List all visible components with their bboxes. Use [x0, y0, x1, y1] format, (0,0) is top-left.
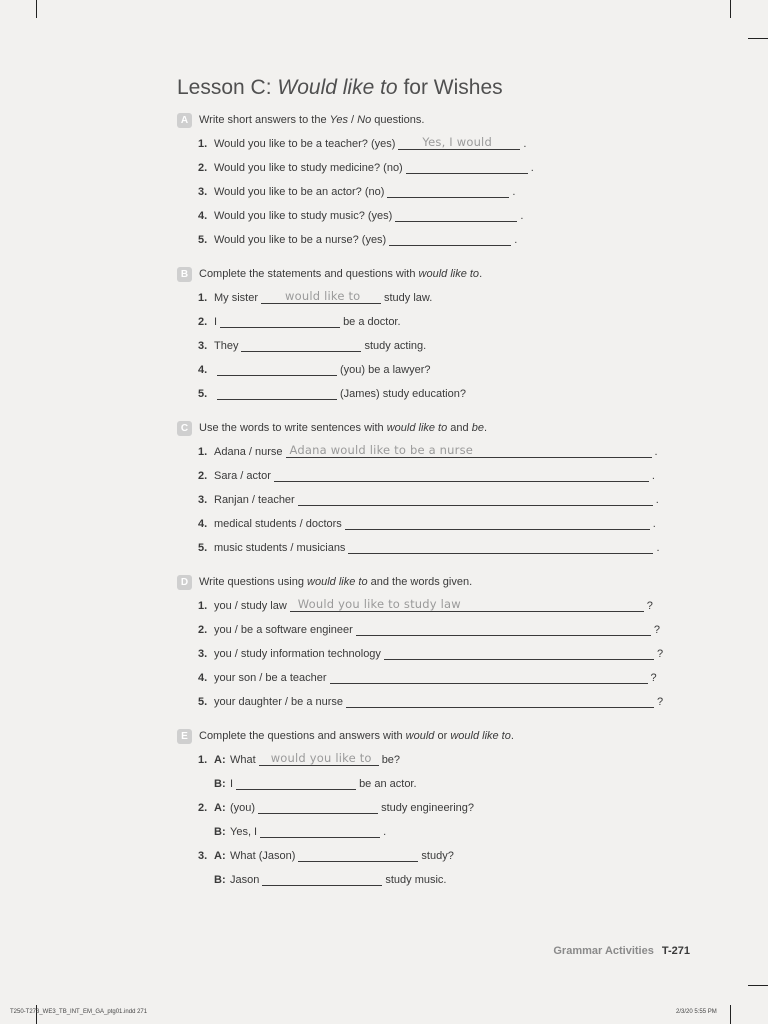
exercise-item	[198, 230, 517, 246]
item-prompt: Ranjan / teacher	[214, 494, 295, 506]
answer-blank[interactable]	[274, 467, 649, 482]
item-number: 1.	[198, 600, 208, 612]
section-d	[177, 575, 664, 715]
item-prompt-post: be an actor.	[359, 778, 417, 790]
exercise-item	[198, 442, 658, 458]
section-instruction: Use the words to write sentences with would like to and be.	[199, 422, 488, 434]
item-prompt: Would you like to study medicine? (no)	[214, 162, 403, 174]
item-number: 4.	[198, 518, 208, 530]
handwritten-answer: would like to	[285, 289, 361, 303]
item-end: .	[654, 446, 658, 458]
exercise-item	[198, 692, 663, 708]
item-end: .	[651, 470, 655, 482]
item-number: 4.	[198, 672, 208, 684]
dialogue-line	[198, 798, 474, 814]
section-badge: C	[177, 421, 192, 436]
exercise-item	[198, 596, 653, 612]
dialogue-line	[198, 846, 454, 862]
answer-blank[interactable]	[260, 823, 380, 838]
page-title	[177, 76, 503, 100]
answer-blank[interactable]	[387, 183, 509, 198]
speaker-label: A:	[214, 754, 226, 766]
item-number: 5.	[198, 234, 208, 246]
item-number: 3.	[198, 850, 208, 862]
answer-blank[interactable]	[356, 621, 651, 636]
item-number: 5.	[198, 388, 208, 400]
crop-mark	[748, 38, 768, 39]
answer-blank[interactable]	[290, 597, 644, 612]
exercise-item	[198, 360, 431, 376]
item-number: 1.	[198, 754, 208, 766]
item-prompt-post: be a doctor.	[343, 316, 401, 328]
handwritten-answer: would you like to	[270, 751, 372, 765]
item-number: 2.	[198, 624, 208, 636]
item-number: 2.	[198, 316, 208, 328]
item-number: 5.	[198, 542, 208, 554]
answer-blank[interactable]	[345, 515, 650, 530]
item-number: 3.	[198, 340, 208, 352]
answer-blank[interactable]	[217, 361, 337, 376]
answer-blank[interactable]	[395, 207, 517, 222]
item-prompt: you / study information technology	[214, 648, 381, 660]
speaker-label: B:	[214, 826, 226, 838]
item-prompt: Adana / nurse	[214, 446, 283, 458]
item-end: ?	[656, 648, 664, 660]
speaker-label: A:	[214, 802, 226, 814]
item-end: .	[656, 542, 660, 554]
item-prompt-pre: What	[230, 754, 256, 766]
exercise-item	[198, 158, 534, 174]
dialogue-line	[198, 822, 386, 838]
item-prompt-pre: Jason	[230, 874, 260, 886]
item-prompt-pre: What (Jason)	[230, 850, 296, 862]
item-number: 2.	[198, 470, 208, 482]
crop-mark	[748, 985, 768, 986]
item-number: 4.	[198, 210, 208, 222]
item-prompt: Would you like to study music? (yes)	[214, 210, 393, 222]
item-prompt-post: .	[383, 826, 387, 838]
item-number: 2.	[198, 802, 208, 814]
dialogue-line	[198, 774, 417, 790]
answer-blank[interactable]	[258, 799, 378, 814]
exercise-item	[198, 336, 426, 352]
handwritten-answer: Would you like to study law	[297, 597, 461, 611]
title-pre: Lesson C:	[177, 76, 278, 99]
item-prompt-post: (you) be a lawyer?	[340, 364, 431, 376]
print-slug-left: T250-T273_WE3_TB_INT_EM_GA_ptg01.indd 271	[10, 1009, 148, 1015]
speaker-label: B:	[214, 778, 226, 790]
item-prompt: you / be a software engineer	[214, 624, 353, 636]
section-c	[177, 421, 660, 561]
item-end: ?	[646, 600, 653, 612]
answer-blank[interactable]	[261, 289, 381, 304]
exercise-item	[198, 182, 515, 198]
answer-blank[interactable]	[236, 775, 356, 790]
item-prompt: Sara / actor	[214, 470, 271, 482]
item-prompt: music students / musicians	[214, 542, 346, 554]
item-number: 4.	[198, 364, 208, 376]
answer-blank[interactable]	[389, 231, 511, 246]
item-prompt: your son / be a teacher	[214, 672, 327, 684]
answer-blank[interactable]	[384, 645, 654, 660]
item-prompt-pre: My sister	[214, 292, 258, 304]
exercise-item	[198, 668, 657, 684]
answer-blank[interactable]	[330, 669, 648, 684]
footer-label: Grammar Activities	[553, 945, 654, 957]
item-number: 1.	[198, 446, 208, 458]
item-number: 3.	[198, 648, 208, 660]
item-end: ?	[650, 672, 657, 684]
item-prompt-post: study music.	[385, 874, 447, 886]
answer-blank[interactable]	[298, 847, 418, 862]
answer-blank[interactable]	[346, 693, 654, 708]
section-e	[177, 729, 657, 894]
section-badge: E	[177, 729, 192, 744]
section-b	[177, 267, 657, 407]
item-prompt-post: (James) study education?	[340, 388, 466, 400]
answer-blank[interactable]	[286, 443, 652, 458]
exercise-item	[198, 620, 660, 636]
exercise-item	[198, 466, 655, 482]
dialogue-line	[198, 870, 447, 886]
item-prompt-pre: They	[214, 340, 239, 352]
item-end: .	[514, 234, 518, 246]
answer-blank[interactable]	[217, 385, 337, 400]
answer-blank[interactable]	[262, 871, 382, 886]
item-number: 1.	[198, 138, 208, 150]
item-prompt-pre: Yes, I	[230, 826, 258, 838]
section-badge: B	[177, 267, 192, 282]
answer-blank[interactable]	[348, 539, 653, 554]
exercise-item	[198, 538, 660, 554]
item-prompt: you / study law	[214, 600, 287, 612]
answer-blank[interactable]	[298, 491, 653, 506]
item-prompt: Would you like to be a nurse? (yes)	[214, 234, 387, 246]
item-number: 3.	[198, 186, 208, 198]
speaker-label: B:	[214, 874, 226, 886]
item-prompt: medical students / doctors	[214, 518, 342, 530]
title-post: for Wishes	[397, 76, 503, 99]
item-number: 3.	[198, 494, 208, 506]
handwritten-answer: Yes, I would	[422, 135, 492, 149]
section-instruction: Complete the statements and questions with would like to.	[199, 268, 483, 280]
item-end: .	[530, 162, 534, 174]
answer-blank[interactable]	[398, 135, 520, 150]
crop-mark	[730, 1005, 731, 1024]
exercise-item	[198, 134, 526, 150]
exercise-item	[198, 644, 663, 660]
item-end: ?	[653, 624, 660, 636]
dialogue-line	[198, 750, 400, 766]
item-end: .	[655, 494, 659, 506]
page-number: T-271	[661, 945, 690, 957]
item-prompt-post: study law.	[384, 292, 433, 304]
item-prompt: your daughter / be a nurse	[214, 696, 344, 708]
answer-blank[interactable]	[406, 159, 528, 174]
page-footer	[553, 945, 690, 957]
section-instruction: Write short answers to the Yes / No questions.	[199, 114, 425, 126]
section-a	[177, 113, 657, 253]
item-prompt-pre: (you)	[230, 802, 256, 814]
exercise-item	[198, 312, 401, 328]
section-badge: A	[177, 113, 192, 128]
section-badge: D	[177, 575, 192, 590]
speaker-label: A:	[214, 850, 226, 862]
title-italic: Would like to	[277, 76, 398, 99]
exercise-item	[198, 490, 659, 506]
item-number: 5.	[198, 696, 208, 708]
item-prompt-post: study?	[421, 850, 454, 862]
item-end: .	[523, 138, 527, 150]
item-prompt-pre: I	[230, 778, 234, 790]
crop-mark	[36, 0, 37, 18]
handwritten-answer: Adana would like to be a nurse	[289, 443, 474, 457]
answer-blank[interactable]	[259, 751, 379, 766]
exercise-item	[198, 288, 432, 304]
crop-mark	[730, 0, 731, 18]
item-end: ?	[657, 696, 664, 708]
exercise-item	[198, 514, 656, 530]
section-instruction: Complete the questions and answers with would or would like to.	[199, 730, 514, 742]
item-prompt-post: study acting.	[364, 340, 427, 352]
exercise-item	[198, 384, 466, 400]
item-prompt-post: be?	[381, 754, 401, 766]
answer-blank[interactable]	[220, 313, 340, 328]
item-end: .	[652, 518, 656, 530]
section-instruction: Write questions using would like to and the words given.	[199, 576, 473, 588]
item-number: 1.	[198, 292, 208, 304]
item-prompt-pre: I	[214, 316, 218, 328]
exercise-item	[198, 206, 523, 222]
item-prompt: Would you like to be an actor? (no)	[214, 186, 385, 198]
item-number: 2.	[198, 162, 208, 174]
item-prompt-post: study engineering?	[381, 802, 475, 814]
item-end: .	[520, 210, 524, 222]
print-slug-right: 2/3/20 5:55 PM	[676, 1009, 717, 1015]
answer-blank[interactable]	[241, 337, 361, 352]
item-end: .	[512, 186, 516, 198]
item-prompt: Would you like to be a teacher? (yes)	[214, 138, 396, 150]
